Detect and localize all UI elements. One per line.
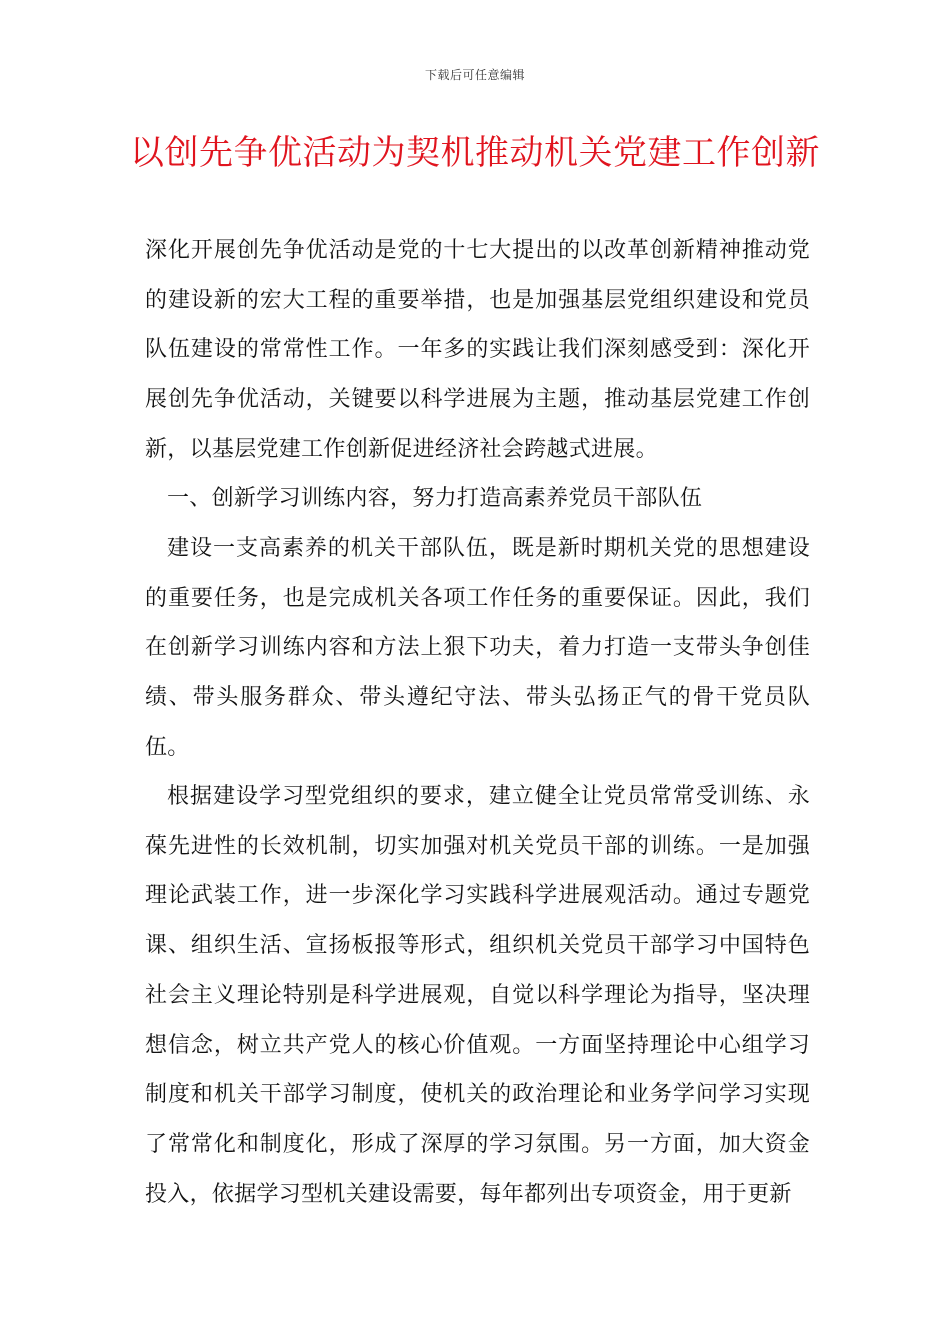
- paragraph-section-1-detail: 根据建设学习型党组织的要求，建立健全让党员常常受训练、永葆先进性的长效机制，切实加强对机关党员干部的训练。一是加强理论武装工作，进一步深化学习实践科学进展观活动。通过专题党课、组织生活、宣扬板报等形式，组织机关党员干部学习中国特色社会主义理论特别是科学进展观，自觉以科学理论为指导，坚决理想信念，树立共产党人的核心价值观。一方面坚持理论中心组学习制度和机关干部学习制度，使机关的政治理论和业务学问学习实现了常常化和制度化，形成了深厚的学习氛围。另一方面，加大资金投入，依据学习型机关建设需要，每年都列出专项资金，用于更新: [145, 784, 810, 1207]
- document-title: 以创先争优活动为契机推动机关党建工作创新: [130, 133, 820, 173]
- header-note: 下载后可任意编辑: [424, 68, 525, 82]
- paragraph-intro: 深化开展创先争优活动是党的十七大提出的以改革创新精神推动党的建设新的宏大工程的重要举措，也是加强基层党组织建设和党员队伍建设的常常性工作。一年多的实践让我们深刻感受到：深化开展创先争优活动，关键要以科学进展为主题，推动基层党建工作创新，以基层党建工作创新促进经济社会跨越式进展。: [145, 238, 810, 462]
- section-heading-1: 一、创新学习训练内容，努力打造高素养党员干部队伍: [167, 486, 703, 511]
- paragraph-section-1: 建设一支高素养的机关干部队伍，既是新时期机关党的思想建设的重要任务，也是完成机关各项工作任务的重要保证。因此，我们在创新学习训练内容和方法上狠下功夫，着力打造一支带头争创佳绩、带头服务群众、带头遵纪守法、带头弘扬正气的骨干党员队伍。: [145, 536, 810, 760]
